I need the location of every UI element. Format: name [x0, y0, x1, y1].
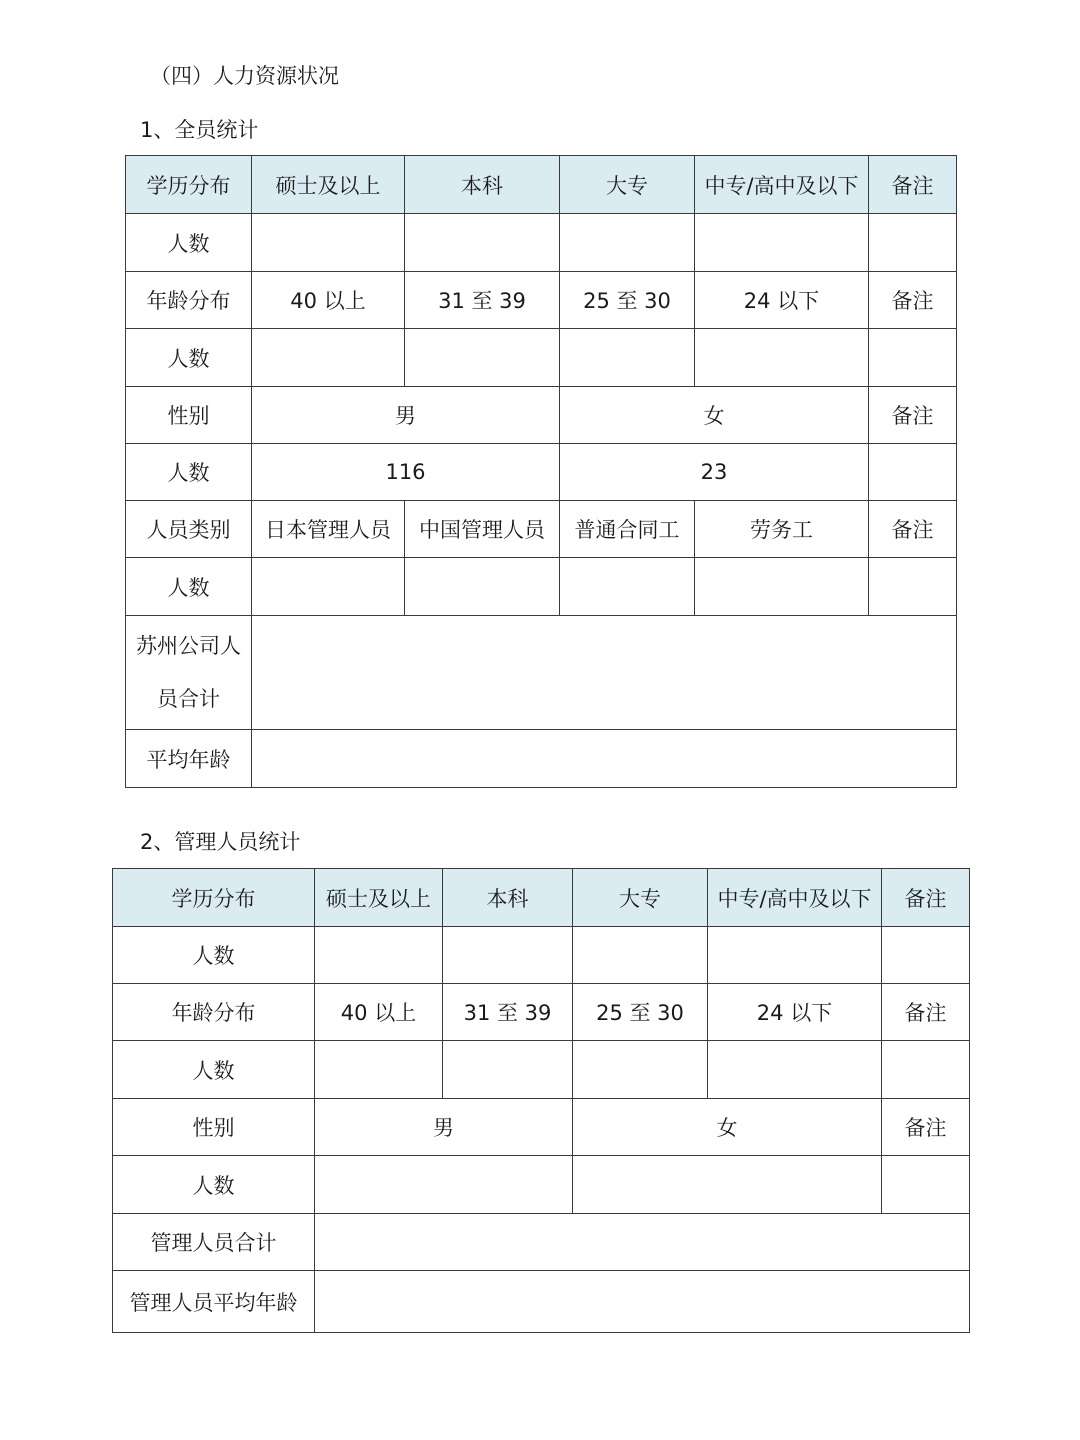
- total-value[interactable]: [315, 1214, 970, 1271]
- male-count[interactable]: [315, 1156, 573, 1214]
- input-cell[interactable]: [315, 927, 443, 984]
- row-label: 管理人员平均年龄: [113, 1271, 315, 1333]
- input-cell[interactable]: [252, 214, 405, 272]
- header-cell: 中专/高中及以下: [695, 156, 869, 214]
- input-cell[interactable]: [443, 927, 573, 984]
- input-cell[interactable]: [573, 1041, 708, 1099]
- table-row: [113, 927, 970, 984]
- input-cell[interactable]: [882, 1156, 970, 1214]
- table-row: [126, 387, 957, 444]
- input-cell[interactable]: [869, 558, 957, 616]
- table-all-staff: [125, 155, 957, 788]
- input-cell[interactable]: [708, 927, 882, 984]
- table-row: [126, 558, 957, 616]
- input-cell[interactable]: [252, 558, 405, 616]
- input-cell[interactable]: [882, 1041, 970, 1099]
- header-cell: 40 以上: [315, 984, 443, 1041]
- header-cell: 31 至 39: [405, 272, 560, 329]
- header-cell: 25 至 30: [573, 984, 708, 1041]
- table-row: [126, 272, 957, 329]
- header-cell: 学历分布: [126, 156, 252, 214]
- table-row: [113, 984, 970, 1041]
- row-label: 平均年龄: [126, 730, 252, 788]
- row-label: 管理人员合计: [113, 1214, 315, 1271]
- input-cell[interactable]: [882, 927, 970, 984]
- input-cell[interactable]: [560, 558, 695, 616]
- female-count[interactable]: [573, 1156, 882, 1214]
- row-label: 人数: [126, 329, 252, 387]
- row-label: 年龄分布: [113, 984, 315, 1041]
- row-label: 苏州公司人员合计: [126, 616, 252, 730]
- header-cell: 女: [560, 387, 869, 444]
- header-cell: 普通合同工: [560, 501, 695, 558]
- input-cell[interactable]: [869, 329, 957, 387]
- input-cell[interactable]: [405, 214, 560, 272]
- header-cell: 女: [573, 1099, 882, 1156]
- header-cell: 硕士及以上: [315, 869, 443, 927]
- input-cell[interactable]: [573, 927, 708, 984]
- input-cell[interactable]: [869, 214, 957, 272]
- input-cell[interactable]: [443, 1041, 573, 1099]
- avg-age-value[interactable]: [315, 1271, 970, 1333]
- input-cell[interactable]: [560, 214, 695, 272]
- input-cell[interactable]: [315, 1041, 443, 1099]
- input-cell[interactable]: [708, 1041, 882, 1099]
- table-row: [126, 616, 957, 730]
- row-label: 人数: [126, 214, 252, 272]
- table-row: [126, 501, 957, 558]
- table-row: [126, 156, 957, 214]
- table-row: [113, 1271, 970, 1333]
- avg-age-value[interactable]: [252, 730, 957, 788]
- male-count[interactable]: 116: [252, 444, 560, 501]
- input-cell[interactable]: [695, 214, 869, 272]
- female-count[interactable]: 23: [560, 444, 869, 501]
- input-cell[interactable]: [252, 329, 405, 387]
- header-cell: 本科: [443, 869, 573, 927]
- input-cell[interactable]: [695, 329, 869, 387]
- row-label: 年龄分布: [126, 272, 252, 329]
- row-label: 人数: [113, 1156, 315, 1214]
- header-cell: 备注: [882, 1099, 970, 1156]
- header-cell: 中专/高中及以下: [708, 869, 882, 927]
- row-label: 人数: [113, 927, 315, 984]
- row-label: 人数: [113, 1041, 315, 1099]
- total-value[interactable]: [252, 616, 957, 730]
- header-cell: 24 以下: [708, 984, 882, 1041]
- header-cell: 大专: [560, 156, 695, 214]
- table2-caption: 2、管理人员统计: [140, 830, 301, 854]
- row-label: 性别: [126, 387, 252, 444]
- header-cell: 硕士及以上: [252, 156, 405, 214]
- row-label: 人员类别: [126, 501, 252, 558]
- header-cell: 劳务工: [695, 501, 869, 558]
- table-row: [113, 1214, 970, 1271]
- header-cell: 备注: [869, 156, 957, 214]
- header-cell: 40 以上: [252, 272, 405, 329]
- header-cell: 男: [252, 387, 560, 444]
- row-label: 人数: [126, 444, 252, 501]
- header-cell: 25 至 30: [560, 272, 695, 329]
- input-cell[interactable]: [405, 558, 560, 616]
- header-cell: 日本管理人员: [252, 501, 405, 558]
- table1-caption: 1、全员统计: [140, 118, 259, 142]
- header-cell: 本科: [405, 156, 560, 214]
- table-row: [126, 730, 957, 788]
- table-managers: [112, 868, 970, 1333]
- input-cell[interactable]: [405, 329, 560, 387]
- header-cell: 备注: [869, 501, 957, 558]
- header-cell: 备注: [882, 869, 970, 927]
- table-row: [113, 1099, 970, 1156]
- table-row: [113, 869, 970, 927]
- header-cell: 大专: [573, 869, 708, 927]
- header-cell: 中国管理人员: [405, 501, 560, 558]
- input-cell[interactable]: [560, 329, 695, 387]
- table-row: [126, 329, 957, 387]
- header-cell: 备注: [869, 387, 957, 444]
- section-title: （四）人力资源状况: [150, 64, 339, 88]
- table-row: [126, 214, 957, 272]
- table-row: [126, 444, 957, 501]
- header-cell: 备注: [869, 272, 957, 329]
- header-cell: 31 至 39: [443, 984, 573, 1041]
- row-label: 性别: [113, 1099, 315, 1156]
- header-cell: 学历分布: [113, 869, 315, 927]
- header-cell: 备注: [882, 984, 970, 1041]
- table-row: [113, 1156, 970, 1214]
- row-label: 人数: [126, 558, 252, 616]
- table-row: [113, 1041, 970, 1099]
- header-cell: 男: [315, 1099, 573, 1156]
- input-cell[interactable]: [869, 444, 957, 501]
- header-cell: 24 以下: [695, 272, 869, 329]
- input-cell[interactable]: [695, 558, 869, 616]
